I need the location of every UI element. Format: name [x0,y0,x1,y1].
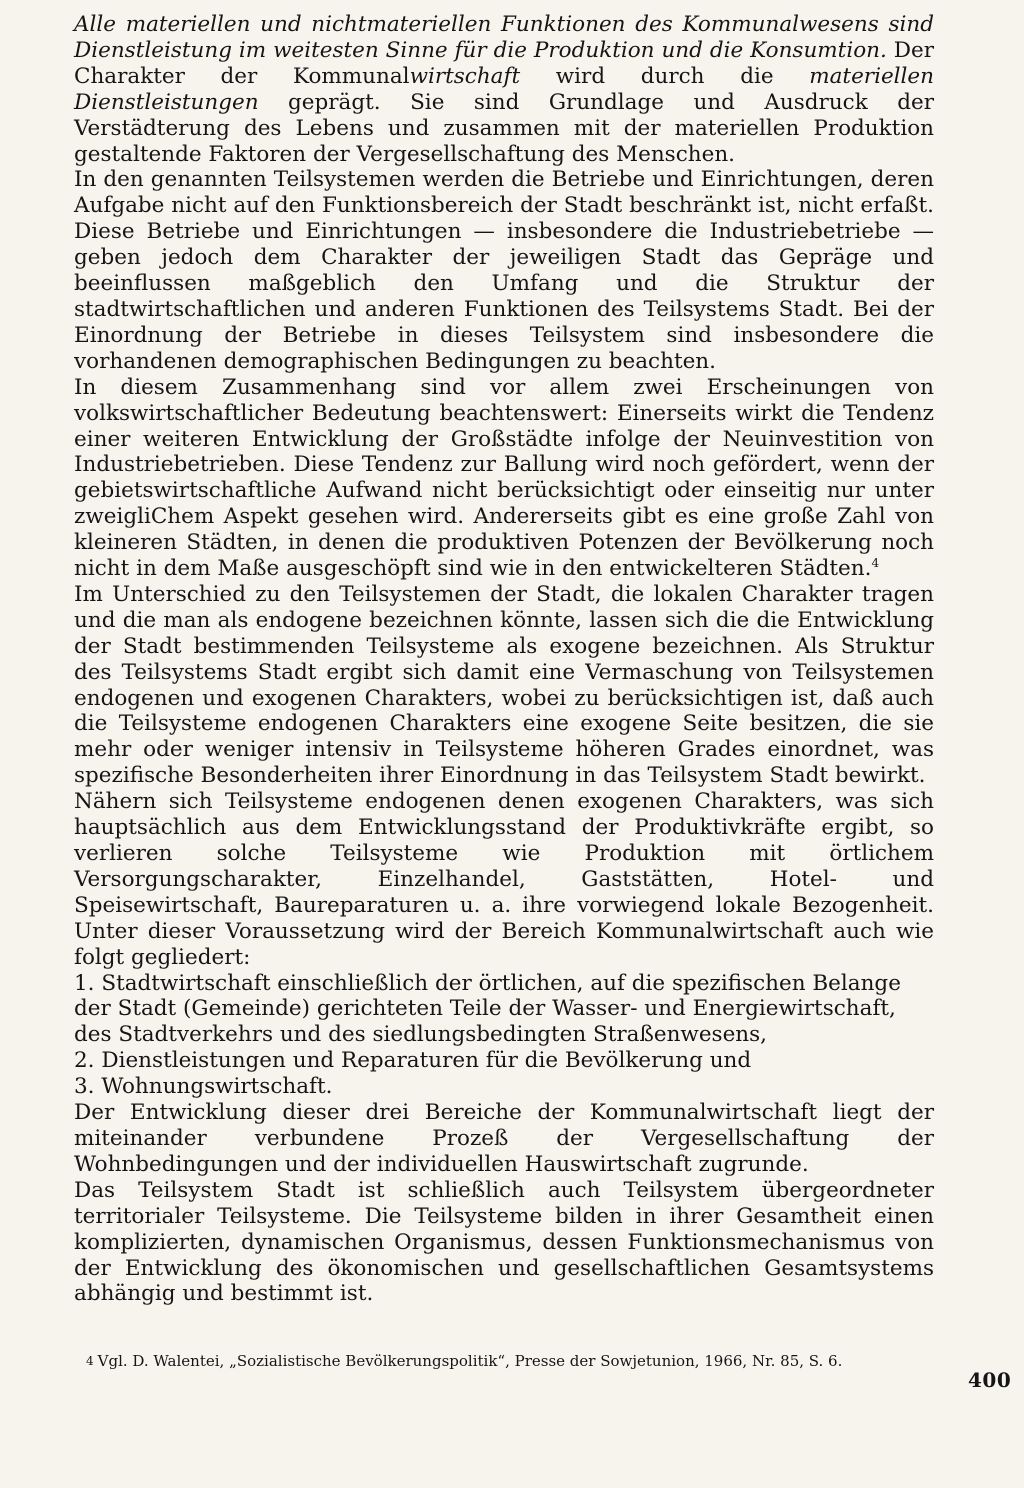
list-item-3: 3. Wohnungswirtschaft. [74,1074,333,1100]
paragraph-1-text-c: geprägt. Sie sind Grundlage und Ausdruck der Verstädterung des Lebens und zusammen mit der materiellen Produktion gestaltende Faktoren der Vergesellschaftung des Menschen. [74,89,934,167]
italic-opening-sentence: Alle materiellen und nichtmateriellen Funktionen des Kommunalwesens sind Dienstleistung im weitesten Sinne für die Produktion und die Konsumtion. [74,12,934,63]
paragraph-3 [74,375,934,582]
list-item-2: 2. Dienstleistungen und Reparaturen für die Bevölkerung und [74,1048,752,1074]
list-item-1: 1. Stadtwirtschaft einschließlich der örtlichen, auf die spezifischen Belange der Stadt (Gemeinde) gerichteten Teile der Wasser- und Energiewirtschaft, des Stadtverkehrs und des siedlungsbedingten Straßenwesens, [74,970,901,1048]
paragraph-1-text-b: wird durch die [520,63,810,89]
paragraph-7: Das Teilsystem Stadt ist schließlich auch Teilsystem übergeordneter territorialer Teilsysteme. Die Teilsysteme bilden in ihrer Gesamtheit einen komplizierten, dynamischen Organismus, dessen Funktionsmechanismus von der Entwicklung des ökonomischen und gesellschaftlichen Gesamtsystems abhängig und bestimmt ist. [74,1177,934,1307]
footnote-marker: 4 [86,1354,94,1368]
footnote [86,1348,952,1374]
footnote-reference: 4 [871,555,880,570]
italic-word-wirtschaft: wirtschaft [409,63,521,89]
footnote-text: Vgl. D. Walentei, „Sozialistische Bevölkerungspolitik“, Presse der Sowjetunion, 1966, Nr. 85, S. 6. [97,1352,843,1370]
paragraph-4: Im Unterschied zu den Teilsystemen der Stadt, die lokalen Charakter tragen und die man als endogene bezeichnen könnte, lassen sich die die Entwicklung der Stadt bestimmenden Teilsysteme als exogene bezeichnen. Als Struktur des Teilsystems Stadt ergibt sich damit eine Vermaschung von Teilsystemen endogenen und exogenen Charakters, wobei zu berücksichtigen ist, daß auch die Teilsysteme endogenen Charakters eine exogene Seite besitzen, die sie mehr oder weniger intensiv in Teilsysteme höheren Grades einordnet, was spezifische Besonderheiten ihrer Einordnung in das Teilsystem Stadt bewirkt. [74,581,934,789]
paragraph-6: Der Entwicklung dieser drei Bereiche der Kommunalwirtschaft liegt der miteinander verbundene Prozeß der Vergesellschaftung der Wohnbedingungen und der individuellen Hauswirtschaft zugrunde. [74,1100,934,1177]
paragraph-2: In den genannten Teilsystemen werden die Betriebe und Einrichtungen, deren Aufgabe nicht auf den Funktionsbereich der Stadt beschränkt ist, nicht erfaßt. Diese Betriebe und Einrichtungen — insbesondere die Industriebetriebe — geben jedoch dem Charakter der jeweiligen Stadt das Gepräge und beeinflussen maßgeblich den Umfang und die Struktur der stadtwirtschaftlichen und anderen Funktionen des Teilsystems Stadt. Bei der Einordnung der Betriebe in dieses Teilsystem sind insbesondere die vorhandenen demographischen Bedingungen zu beachten. [74,167,934,374]
page-number: 400 [968,1368,1012,1392]
paragraph-3-text: In diesem Zusammenhang sind vor allem zwei Erscheinungen von volkswirtschaftlicher Bedeutung beachtenswert: Einerseits wirkt die Tendenz einer weiteren Entwicklung der Großstädte infolge der Neuinvestition von Industriebetrieben. Diese Tendenz zur Ballung wird noch gefördert, wenn der gebietswirtschaftliche Aufwand nicht berücksichtigt oder einseitig nur unter zweigliChem Aspekt gesehen wird. Andererseits gibt es eine große Zahl von kleineren Städten, in denen die produktiven Potenzen der Bevölkerung noch nicht in dem Maße ausgeschöpft sind wie in den entwickelteren Städten. [74,374,934,582]
italic-materielle-dienstleistungen: materiellen Dienstleistungen [74,63,934,115]
paragraph-5: Nähern sich Teilsysteme endogenen denen exogenen Charakters, was sich hauptsächlich aus dem Entwicklungsstand der Produktivkräfte ergibt, so verlieren solche Teilsysteme wie Produktion mit örtlichem Versorgungscharakter, Einzelhandel, Gaststätten, Hotel- und Speisewirtschaft, Baureparaturen u. a. ihre vorwiegend lokale Bezogenheit. Unter dieser Voraussetzung wird der Bereich Kommunalwirtschaft auch wie folgt gegliedert: [74,789,934,970]
body-text [74,12,934,1307]
paragraph-1-text-a: Der Charakter der Kommunal [74,37,934,89]
paragraph-1 [74,12,934,167]
